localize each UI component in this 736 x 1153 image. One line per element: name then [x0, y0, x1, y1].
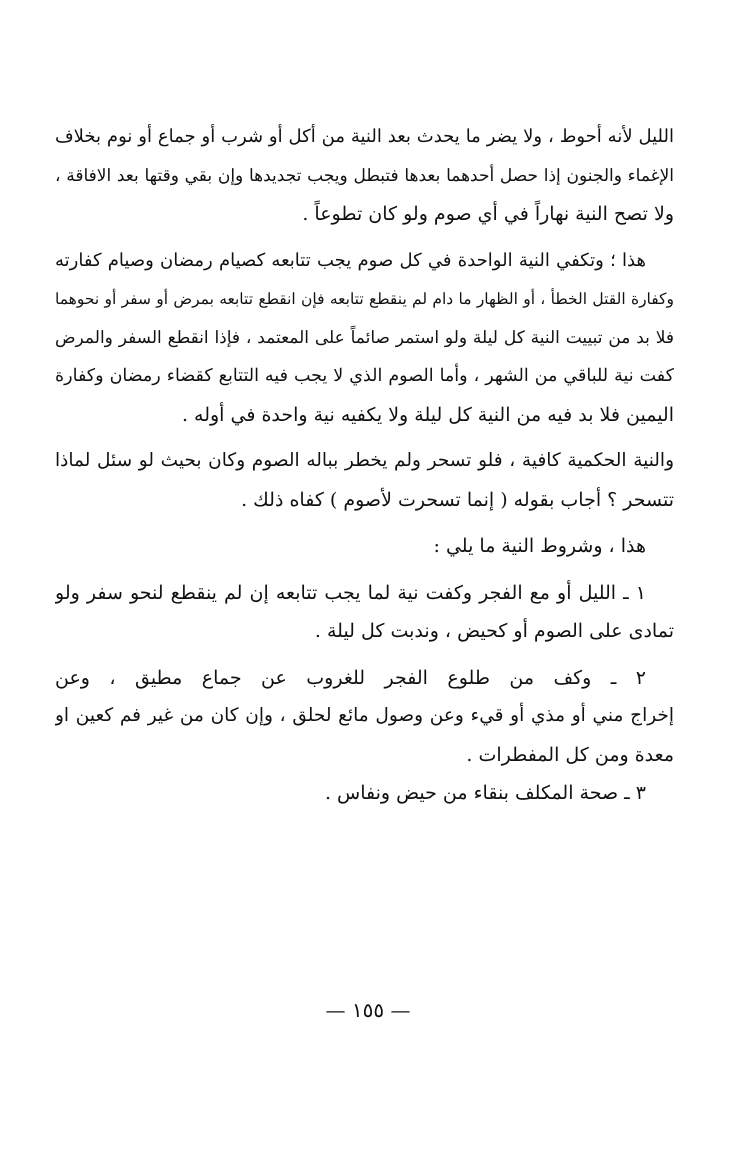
- text-line: هذا ، وشروط النية ما يلي :: [433, 535, 646, 557]
- paragraph-7: [55, 774, 674, 813]
- text-line: هذا ؛ وتكفي النية الواحدة في كل صوم يجب تتابعه كصيام رمضان وصيام كفارته: [55, 249, 646, 271]
- text-line: تمادى على الصوم أو كحيض ، وندبت كل ليلة .: [314, 620, 674, 642]
- paragraph-gap: [55, 651, 674, 659]
- text-line: ١ ـ الليل أو مع الفجر وكفت نية لما يجب تتابعه إن لم ينقطع لنحو سفر ولو: [55, 581, 646, 604]
- page-number: — ١٥٥ —: [325, 998, 411, 1022]
- paragraph-gap: [55, 519, 674, 527]
- text-line: كفت نية للباقي من الشهر ، وأما الصوم الذي لا يجب فيه التتابع كقضاء رمضان وكفارة: [55, 366, 674, 386]
- paragraph-3: [55, 442, 674, 519]
- text-line: ٣ ـ صحة المكلف بنقاء من حيض ونفاس .: [324, 782, 646, 804]
- text-line: إخراج مني أو مذي أو قيء وعن وصول مائع لحلق ، وإن كان من غير فم كعين او: [55, 705, 674, 726]
- paragraph-4: [55, 527, 674, 566]
- paragraph-2: [55, 242, 674, 435]
- paragraph-gap: [55, 434, 674, 442]
- text-line: تتسحر ؟ أجاب بقوله ( إنما تسحرت لأصوم ) كفاه ذلك .: [241, 488, 674, 511]
- text-line: ٢ ـ وكف من طلوع الفجر للغروب عن جماع مطيق ، وعن: [55, 666, 646, 689]
- paragraph-5: [55, 574, 674, 651]
- text-line: الليل لأنه أحوط ، ولا يضر ما يحدث بعد النية من أكل أو شرب أو جماع أو نوم بخلاف: [55, 126, 674, 147]
- body-text: [55, 118, 674, 813]
- text-line: والنية الحكمية كافية ، فلو تسحر ولم يخطر بباله الصوم وكان بحيث لو سئل لماذا: [55, 450, 674, 471]
- text-line: ولا تصح النية نهاراً في أي صوم ولو كان تطوعاً .: [302, 203, 674, 225]
- text-line: معدة ومن كل المفطرات .: [466, 743, 674, 766]
- paragraph-gap: [55, 234, 674, 242]
- text-line: اليمين فلا بد فيه من النية كل ليلة ولا يكفيه نية واحدة في أوله .: [181, 403, 674, 426]
- text-line: وكفارة القتل الخطأ ، أو الظهار ما دام لم ينقطع تتابعه فإن انقطع تتابعه بمرض أو سفر أو نحوهما: [55, 290, 674, 308]
- paragraph-gap: [55, 566, 674, 574]
- paragraph-1: [55, 118, 674, 234]
- text-line: الإغماء والجنون إذا حصل أحدهما بعدها فتبطل ويجب تجديدها وإن بقي وقتها بعد الافاقة ،: [55, 165, 674, 186]
- text-line: فلا بد من تبييت النية كل ليلة ولو استمر صائماً على المعتمد ، فإذا انقطع السفر والمرض: [55, 327, 674, 348]
- paragraph-6: [55, 659, 674, 775]
